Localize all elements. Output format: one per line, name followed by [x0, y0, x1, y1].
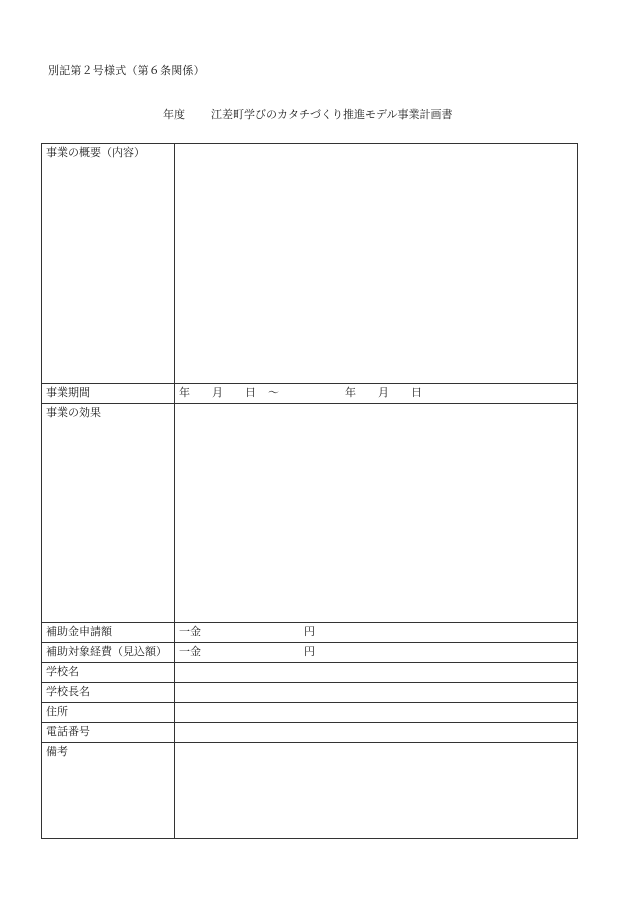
address-row — [42, 703, 578, 723]
remarks-row — [42, 743, 578, 839]
document-title — [163, 106, 452, 122]
school-name-row — [42, 663, 578, 683]
expense-row — [42, 643, 578, 663]
expense-label: 補助対象経費（見込額） — [42, 643, 175, 663]
period-day-start: 日 — [245, 386, 256, 399]
grant-unit: 円 — [304, 625, 315, 638]
effect-field[interactable] — [175, 404, 578, 623]
principal-label: 学校長名 — [42, 683, 175, 703]
grant-prefix: 一金 — [179, 625, 201, 638]
remarks-field[interactable] — [175, 743, 578, 839]
period-year-start: 年 — [179, 386, 190, 399]
plan-table — [41, 143, 578, 839]
period-tilde: ～ — [268, 386, 279, 399]
address-field[interactable] — [175, 703, 578, 723]
expense-prefix: 一金 — [179, 645, 201, 658]
form-reference: 別記第２号様式（第６条関係） — [48, 64, 205, 77]
period-year-end: 年 — [345, 386, 356, 399]
summary-field[interactable] — [175, 144, 578, 384]
remarks-label: 備考 — [42, 743, 175, 839]
grant-label: 補助金申請額 — [42, 623, 175, 643]
expense-field[interactable] — [175, 643, 578, 663]
summary-label: 事業の概要（内容） — [42, 144, 175, 384]
summary-row — [42, 144, 578, 384]
school-name-label: 学校名 — [42, 663, 175, 683]
expense-unit: 円 — [304, 645, 315, 658]
phone-label: 電話番号 — [42, 723, 175, 743]
title-text: 江差町学びのカタチづくり推進モデル事業計画書 — [211, 108, 453, 121]
school-name-field[interactable] — [175, 663, 578, 683]
title-year: 年度 — [163, 108, 185, 121]
principal-row — [42, 683, 578, 703]
grant-row — [42, 623, 578, 643]
effect-row — [42, 404, 578, 623]
period-row — [42, 384, 578, 404]
address-label: 住所 — [42, 703, 175, 723]
period-field[interactable] — [175, 384, 578, 404]
grant-field[interactable] — [175, 623, 578, 643]
phone-row — [42, 723, 578, 743]
effect-label: 事業の効果 — [42, 404, 175, 623]
phone-field[interactable] — [175, 723, 578, 743]
principal-field[interactable] — [175, 683, 578, 703]
period-label: 事業期間 — [42, 384, 175, 404]
period-month-end: 月 — [378, 386, 389, 399]
period-day-end: 日 — [411, 386, 422, 399]
period-month-start: 月 — [212, 386, 223, 399]
